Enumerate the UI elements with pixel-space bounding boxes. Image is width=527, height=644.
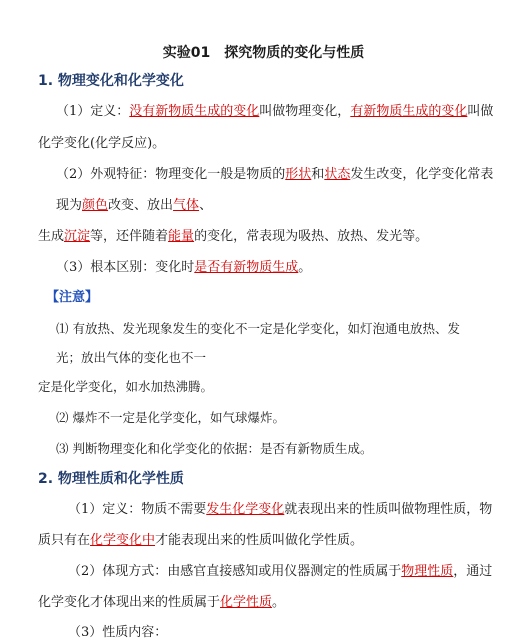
text: 和 (311, 167, 325, 182)
paragraph-property-definition (68, 501, 527, 519)
text: 的变化，常表现为吸热、放热、发光等。 (194, 229, 429, 244)
paragraph-difference (56, 259, 527, 277)
note-item-3: ⑶ 判断物理变化和化学变化的依据：是否有新物质生成。 (56, 441, 373, 456)
text: 质只有在 (38, 533, 91, 548)
note-label: 【注意】 (46, 290, 99, 305)
text: （3）根本区别：变化时 (56, 260, 195, 275)
answer-highlight: 形状 (285, 167, 312, 182)
note-item-1-cont: 光；放出气体的变化也不一 (56, 350, 207, 365)
answer-highlight: 有新物质生成的变化 (350, 104, 468, 119)
paragraph-definition-cont: 化学变化(化学反应)。 (38, 136, 166, 151)
note-item-1: ⑴ 有放热、发光现象发生的变化不一定是化学变化，如灯泡通电放热、发 (56, 321, 460, 336)
paragraph-property-definition-cont (38, 532, 527, 550)
text: 现为 (56, 198, 83, 213)
text: 就表现出来的性质叫做物理性质，物 (284, 502, 493, 517)
text: 等，还伴随着 (90, 229, 169, 244)
paragraph-property-way-cont (38, 594, 527, 612)
answer-highlight: 没有新物质生成的变化 (129, 104, 260, 119)
text: 生成 (38, 229, 65, 244)
section-heading-physical-chemical-property: 2. 物理性质和化学性质 (38, 471, 184, 487)
answer-highlight: 气体 (173, 198, 200, 213)
answer-highlight: 物理性质 (401, 564, 454, 579)
note-item-2: ⑵ 爆炸不一定是化学变化，如气球爆炸。 (56, 410, 285, 425)
paragraph-feature-cont1 (56, 197, 527, 215)
answer-highlight: 发生化学变化 (206, 502, 285, 517)
text: 叫做 (467, 104, 494, 119)
paragraph-property-way (68, 563, 527, 581)
text: 改变、放出 (108, 198, 174, 213)
text: （2）体现方式：由感官直接感知或用仪器测定的性质属于 (68, 564, 402, 579)
page-title: 实验01 探究物质的变化与性质 (162, 45, 365, 61)
text: 化学变化才体现出来的性质属于 (38, 595, 221, 610)
paragraph-definition (56, 103, 527, 121)
text: 、 (199, 198, 213, 213)
answer-highlight: 能量 (168, 229, 195, 244)
answer-highlight: 颜色 (82, 198, 109, 213)
paragraph-feature (56, 166, 527, 184)
text: （1）定义：物质不需要 (68, 502, 207, 517)
answer-highlight: 是否有新物质生成 (194, 260, 299, 275)
answer-highlight: 化学变化中 (90, 533, 156, 548)
text: 。 (298, 260, 312, 275)
note-item-1-cont2: 定是化学变化，如水加热沸腾。 (38, 379, 214, 394)
section-heading-physical-chemical-change: 1. 物理变化和化学变化 (38, 73, 184, 89)
paragraph-property-content: （3）性质内容： (68, 625, 168, 640)
text: （1）定义： (56, 104, 130, 119)
paragraph-feature-cont2 (38, 228, 527, 246)
text: 叫做物理变化， (259, 104, 351, 119)
answer-highlight: 化学性质 (220, 595, 273, 610)
text: 。 (272, 595, 286, 610)
answer-highlight: 沉淀 (64, 229, 91, 244)
text: 才能表现出来的性质叫做化学性质。 (155, 533, 364, 548)
text: ，通过 (453, 564, 493, 579)
answer-highlight: 状态 (324, 167, 351, 182)
text: （2）外观特征：物理变化一般是物质的 (56, 167, 286, 182)
text: 发生改变，化学变化常表 (350, 167, 494, 182)
